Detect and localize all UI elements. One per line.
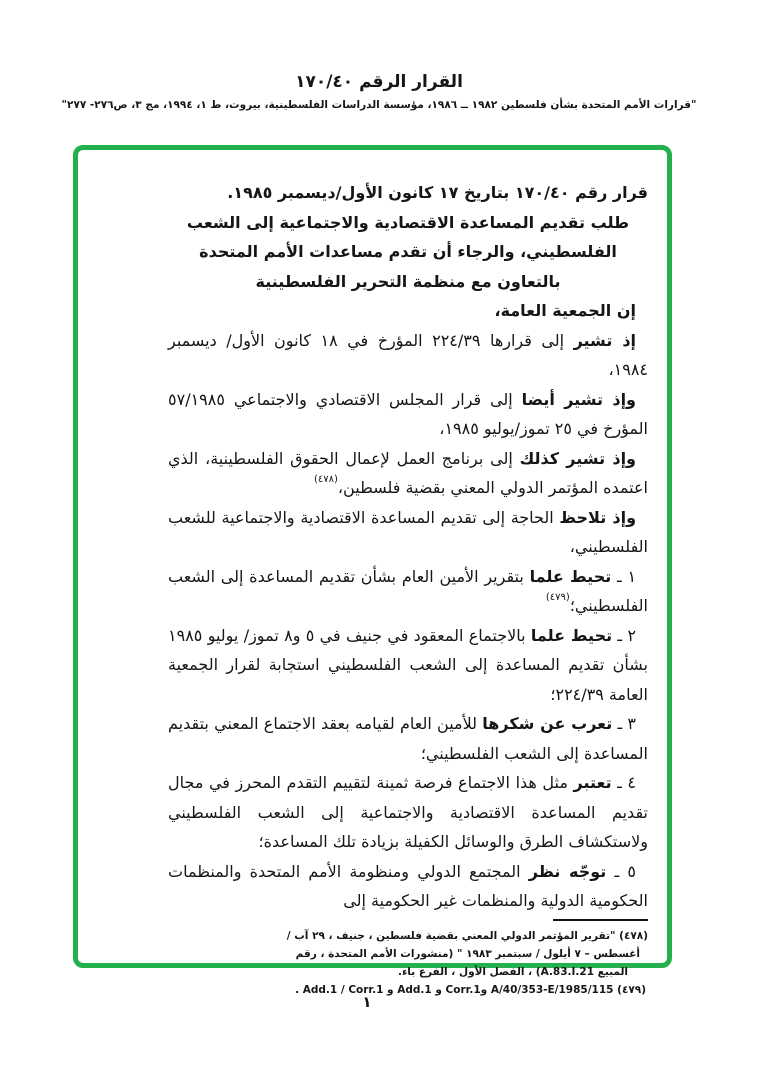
footnote-separator <box>553 919 648 921</box>
paragraph-lead: وإذ تشير أيضا <box>521 389 636 409</box>
paragraph-lead: وإذ تلاحظ <box>559 507 637 527</box>
preamble-paragraph <box>168 444 648 503</box>
preamble-paragraph <box>168 503 648 562</box>
operative-paragraph-2 <box>168 621 648 710</box>
paragraph-lead: تحيط علما <box>529 566 612 586</box>
footnote-ref: (٤٧٨) <box>313 473 338 485</box>
paragraph-text: مثل هذا الاجتماع فرصة ثمينة لتقييم التقدم المحرز في مجال تقديم المساعدة الاقتصادية والاجتماعية إلى الشعب الفلسطيني ولاستكشاف الطرق والوسائل الكفيلة بزيادة تلك المساعدة؛ <box>168 773 648 851</box>
paragraph-lead: توجّه نظر <box>528 861 607 881</box>
resolution-title-line: طلب تقديم المساعدة الاقتصادية والاجتماعية إلى الشعب <box>186 212 630 232</box>
paragraph-lead: إذ تشير <box>573 330 637 350</box>
footnote-479-line: (٤٧٩) A/40/353-E/1985/115 وCorr.1 و Add.1 و Add.1 / Corr.1 . <box>295 983 646 996</box>
paragraph-lead: تعرب عن شكرها <box>482 714 613 733</box>
paragraph-text: إلى قرار المجلس الاقتصادي والاجتماعي ٥٧/١٩٨٥ المؤرخ في ٢٥ تموز/يوليو ١٩٨٥، <box>168 389 648 438</box>
paragraph-lead: وإذ تشير كذلك <box>519 448 637 468</box>
paragraph-prefix: ٤ ـ <box>611 773 636 792</box>
resolution-title-line: الفلسطيني، والرجاء أن تقدم مساعدات الأمم المتحدة <box>199 242 617 261</box>
paragraph-lead: تحيط علما <box>530 625 613 645</box>
operative-paragraph-5 <box>168 857 648 916</box>
paragraph-text: إلى برنامج العمل لإعمال الحقوق الفلسطينية، الذي اعتمده المؤتمر الدولي المعني بقضية فلسطين، <box>168 448 648 497</box>
operative-paragraph-1 <box>168 562 648 621</box>
paragraph-text: إلى قرارها ٢٢٤/٣٩ المؤرخ في ١٨ كانون الأول/ ديسمبر ١٩٨٤، <box>168 330 648 379</box>
paragraph-text: المجتمع الدولي ومنظومة الأمم المتحدة والمنظمات الحكومية الدولية والمنظمات غير الحكومية إلى <box>168 861 648 910</box>
operative-paragraph-4 <box>168 768 648 857</box>
footnote-478-line: المبيع A.83.I.21) ، الفصل الأول ، الفرع باء. <box>397 965 628 978</box>
page-header <box>0 72 758 111</box>
footnote-478-line: (٤٧٨) "تقرير المؤتمر الدولي المعني بقضية فلسطين ، جنيف ، ٢٩ آب / <box>286 929 648 942</box>
paragraph-prefix: ١ ـ <box>611 566 637 586</box>
source-citation: "قرارات الأمم المتحدة بشأن فلسطين ١٩٨٢ ــ ١٩٨٦، مؤسسة الدراسات الفلسطينية، بيروت، ط ١، ١٩٩٤، مج ٣، ص٢٧٦- ٢٧٧" <box>61 99 697 111</box>
paragraph-lead: إن الجمعية العامة، <box>494 301 636 320</box>
resolution-title-line: بالتعاون مع منظمة التحرير الفلسطينية <box>255 271 561 291</box>
preamble-paragraph <box>168 296 648 326</box>
footnotes <box>286 927 648 999</box>
paragraph-text: الحاجة إلى تقديم المساعدة الاقتصادية والاجتماعية للشعب الفلسطيني، <box>168 507 648 556</box>
resolution-number-heading: القرار الرقم ١٧٠/٤٠ <box>295 72 463 92</box>
paragraph-text: للأمين العام لقيامه بعقد الاجتماع المعني بتقديم المساعدة إلى الشعب الفلسطيني؛ <box>168 714 648 763</box>
paragraph-prefix: ٢ ـ <box>612 625 637 645</box>
preamble-paragraph <box>168 326 648 385</box>
resolution-box <box>73 145 672 996</box>
paragraph-prefix: ٥ ـ <box>606 861 637 881</box>
paragraph-text: بتقرير الأمين العام بشأن تقديم المساعدة إلى الشعب الفلسطيني؛ <box>168 566 648 615</box>
preamble-paragraph <box>168 385 648 444</box>
paragraph-prefix: ٣ ـ <box>612 714 636 733</box>
footnote-ref: (٤٧٩) <box>545 591 570 603</box>
paragraph-text: بالاجتماع المعقود في جنيف في ٥ و٨ تموز/ يوليو ١٩٨٥ بشأن تقديم المساعدة إلى الشعب الفلسطيني استجابة لقرار الجمعية العامة ٢٢٤/٣٩؛ <box>168 625 648 704</box>
page-number: ١ <box>362 993 372 1011</box>
paragraph-lead: تعتبر <box>573 773 612 792</box>
resolution-title-line: قرار رقم ١٧٠/٤٠ بتاريخ ١٧ كانون الأول/ديسمبر ١٩٨٥. <box>227 183 648 202</box>
operative-paragraph-3 <box>168 709 648 768</box>
footnote-478-line: أغسطس – ٧ أيلول / سبتمبر ١٩٨٣ " (منشورات الأمم المتحدة ، رقم <box>295 947 640 960</box>
